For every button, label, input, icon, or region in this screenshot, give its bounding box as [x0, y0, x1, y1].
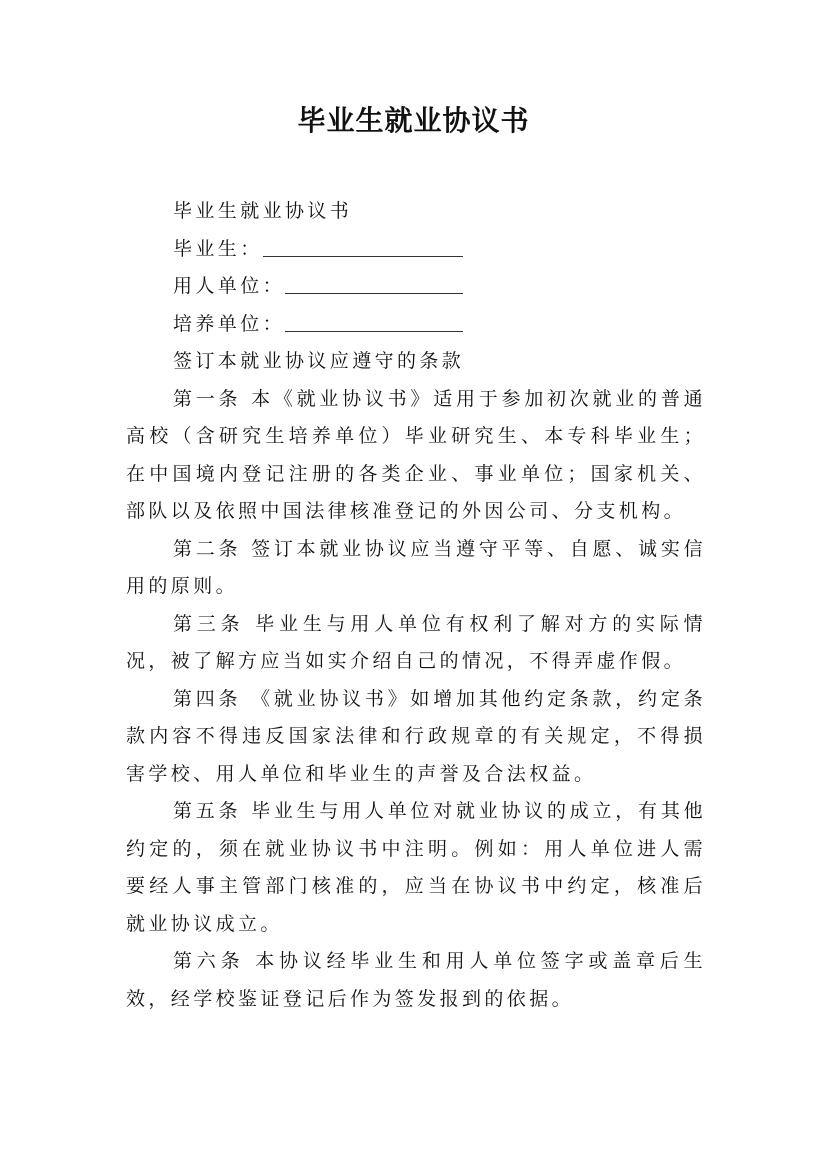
training-unit-label: 培养单位：: [173, 312, 286, 335]
article-1: 第一条 本《就业协议书》适用于参加初次就业的普通高校（含研究生培养单位）毕业研究生、本专科毕业生；在中国境内登记注册的各类企业、事业单位；国家机关、部队以及依照中国法律核准登记的外因公司、分支机构。: [126, 387, 706, 522]
article-5: 第五条 毕业生与用人单位对就业协议的成立，有其他约定的，须在就业协议书中注明。例如：用人单位进人需要经人事主管部门核准的，应当在协议书中约定，核准后就业协议成立。: [126, 800, 706, 935]
clauses-heading: 签订本就业协议应遵守的条款: [173, 350, 465, 372]
article-3: 第三条 毕业生与用人单位有权利了解对方的实际情况，被了解方应当如实介绍自己的情况，不得弄虚作假。: [126, 612, 706, 672]
employer-blank-line[interactable]: [285, 273, 463, 294]
graduate-label: 毕业生：: [173, 237, 263, 260]
training-unit-blank-line[interactable]: [285, 311, 463, 332]
article-6: 第六条 本协议经毕业生和用人单位签字或盖章后生效，经学校鉴证登记后作为签发报到的依据。: [126, 950, 706, 1010]
document-subtitle: 毕业生就业协议书: [173, 200, 353, 222]
article-2: 第二条 签订本就业协议应当遵守平等、自愿、诚实信用的原则。: [126, 537, 706, 597]
employer-field: [126, 268, 706, 306]
article-4: 第四条 《就业协议书》如增加其他约定条款，约定条款内容不得违反国家法律和行政规章的有关规定，不得损害学校、用人单位和毕业生的声誉及合法权益。: [126, 687, 706, 785]
graduate-blank-line[interactable]: [263, 236, 463, 257]
document-body: [126, 193, 706, 1018]
training-unit-field: [126, 306, 706, 344]
graduate-field: [126, 231, 706, 269]
employer-label: 用人单位：: [173, 275, 286, 297]
document-title: 毕业生就业协议书: [297, 104, 530, 137]
